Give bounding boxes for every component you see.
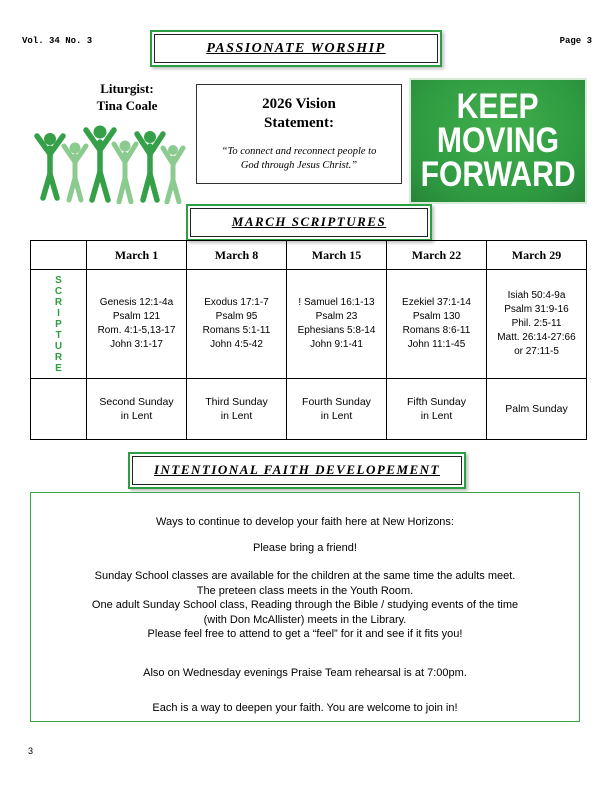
faith-line: Sunday School classes are available for the children at the same time the adults meet.: [94, 570, 516, 582]
sunday-row: [31, 379, 587, 440]
celebrating-crowd-clipart: [30, 112, 190, 204]
vision-title-line2: Statement:: [264, 115, 334, 131]
side-empty-cell: [31, 379, 87, 440]
sunday-line: Fourth Sunday: [302, 396, 371, 408]
reading-line: Psalm 95: [215, 311, 258, 322]
liturgist-label: Liturgist:: [100, 81, 154, 96]
faith-line: One adult Sunday School class, Reading through the Bible / studying events of the time: [91, 599, 519, 611]
readings-row: [31, 270, 587, 379]
side-letter: S: [55, 274, 62, 286]
reading-line: John 11:1-45: [407, 339, 466, 350]
faith-development-banner: [128, 452, 466, 489]
scripture-table: [30, 240, 587, 440]
date-header-row: [31, 241, 587, 270]
reading-line: Psalm 130: [412, 311, 461, 322]
reading-line: John 9:1-41: [310, 339, 363, 350]
sunday-line: in Lent: [420, 410, 453, 422]
side-letter: U: [54, 340, 63, 352]
side-letter: P: [55, 318, 62, 330]
readings-cell-march-15: [287, 270, 387, 379]
date-cell-march-29: March 29: [487, 241, 587, 270]
reading-line: Isiah 50:4-9a: [507, 290, 566, 301]
reading-line: Romans 8:6-11: [402, 325, 471, 336]
sunday-cell-march-8: [187, 379, 287, 440]
faith-line: The preteen class meets in the Youth Room.: [196, 584, 414, 597]
faith-line: Also on Wednesday evenings Praise Team rehearsal is at 7:00pm.: [143, 666, 467, 679]
scripture-table-wrap: [30, 240, 587, 440]
march-scriptures-banner: [186, 204, 432, 241]
sunday-line: Fifth Sunday: [407, 396, 466, 408]
vision-quote: [197, 145, 401, 173]
sunday-line: Second Sunday: [99, 396, 174, 408]
faith-development-title: INTENTIONAL FAITH DEVELOPEMENT: [153, 462, 440, 477]
sunday-cell-march-15: [287, 379, 387, 440]
liturgist-block: [62, 80, 192, 114]
vision-statement-box: [196, 84, 402, 184]
side-letter: R: [54, 351, 63, 363]
readings-cell-march-8: [187, 270, 287, 379]
reading-line: Genesis 12:1-4a: [99, 297, 174, 308]
date-cell-march-1: March 1: [87, 241, 187, 270]
banner-inner-frame: [154, 34, 438, 63]
sunday-line: in Lent: [220, 410, 253, 422]
sunday-line: Third Sunday: [205, 396, 268, 408]
side-empty-cell: [31, 241, 87, 270]
faith-line: Each is a way to deepen your faith. You are welcome to join in!: [152, 702, 458, 714]
reading-line: Phil. 2:5-11: [511, 318, 562, 329]
vision-title-line1: 2026 Vision: [262, 96, 336, 112]
side-letter: E: [55, 362, 62, 374]
poster-line-2: MOVING: [436, 121, 560, 160]
reading-line: or 27:11-5: [514, 346, 559, 357]
faith-line: Please feel free to attend to get a “feel” for it and see if it fits you!: [147, 628, 463, 640]
sunday-line: Palm Sunday: [505, 403, 568, 415]
faith-line: Ways to continue to develop your faith here at New Horizons:: [156, 516, 454, 528]
reading-line: Psalm 23: [315, 311, 358, 322]
sunday-line: in Lent: [320, 410, 353, 422]
reading-line: Romans 5:1-11: [202, 325, 271, 336]
side-letter: T: [55, 329, 62, 341]
sunday-cell-march-29: [487, 379, 587, 440]
faith-line: (with Don McAllister) meets in the Library.: [203, 613, 407, 626]
readings-cell-march-29: [487, 270, 587, 379]
readings-cell-march-22: [387, 270, 487, 379]
side-letter: C: [54, 285, 63, 297]
readings-cell-march-1: [87, 270, 187, 379]
date-cell-march-22: March 22: [387, 241, 487, 270]
date-cell-march-15: March 15: [287, 241, 387, 270]
passionate-worship-title: PASSIONATE WORSHIP: [206, 41, 386, 56]
scripture-vertical-label: [33, 275, 84, 374]
poster-line-3: FORWARD: [420, 155, 576, 194]
vision-title: [197, 95, 401, 133]
faith-line: Please bring a friend!: [253, 541, 357, 554]
page-number-label: Page 3: [559, 36, 592, 46]
reading-line: ! Samuel 16:1-13: [298, 297, 375, 308]
poster-line-1: KEEP: [457, 87, 539, 126]
side-letter: I: [57, 307, 60, 319]
vision-quote-line1: “To connect and reconnect people to: [221, 146, 377, 157]
reading-line: Rom. 4:1-5,13-17: [97, 325, 176, 336]
march-scriptures-title: MARCH SCRIPTURES: [231, 214, 387, 229]
scripture-vertical-label-cell: [31, 270, 87, 379]
sunday-line: in Lent: [120, 410, 153, 422]
footer-page-number: 3: [28, 746, 34, 756]
vision-quote-line2: God through Jesus Christ.”: [240, 160, 358, 171]
reading-line: John 3:1-17: [110, 339, 163, 350]
volume-label: Vol. 34 No. 3: [22, 36, 93, 46]
reading-line: John 4:5-42: [210, 339, 263, 350]
reading-line: Ephesians 5:8-14: [297, 325, 376, 336]
reading-line: Matt. 26:14-27:66: [497, 332, 576, 343]
reading-line: Exodus 17:1-7: [204, 297, 269, 308]
reading-line: Psalm 121: [112, 311, 161, 322]
reading-line: Psalm 31:9-16: [504, 304, 569, 315]
banner-inner-frame: [132, 456, 462, 485]
reading-line: Ezekiel 37:1-14: [402, 297, 471, 308]
liturgist-name: Tina Coale: [96, 98, 158, 113]
faith-development-box: [30, 492, 580, 722]
side-letter: R: [54, 296, 63, 308]
sunday-cell-march-1: [87, 379, 187, 440]
banner-inner-frame: [190, 208, 428, 237]
sunday-cell-march-22: [387, 379, 487, 440]
passionate-worship-banner: [150, 30, 442, 67]
date-cell-march-8: March 8: [187, 241, 287, 270]
keep-moving-forward-poster: [409, 78, 587, 204]
